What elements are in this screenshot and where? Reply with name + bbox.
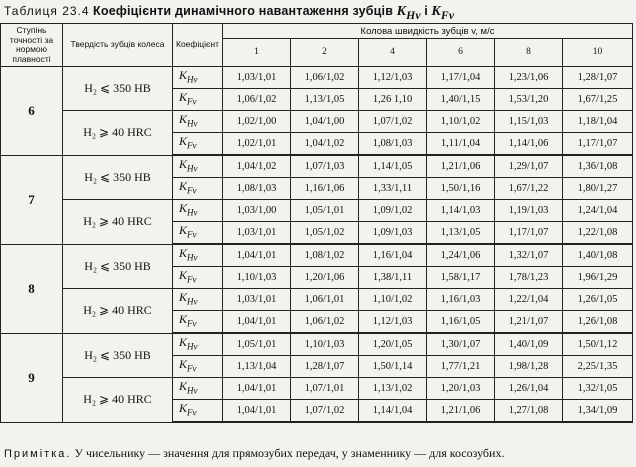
value-cell: 1,04/1,02 — [223, 155, 291, 178]
value-cell: 1,14/1,04 — [359, 400, 427, 423]
value-cell: 1,07/1,02 — [291, 400, 359, 423]
value-cell: 1,04/1,01 — [223, 400, 291, 423]
value-cell: 1,20/1,05 — [359, 333, 427, 356]
hardness-cell: H₂ ⩽ 350 HB — [63, 155, 173, 200]
value-cell: 1,02/1,01 — [223, 133, 291, 156]
value-cell: 1,05/1,01 — [223, 333, 291, 356]
coefficient-cell: $K_{Hv}$ — [173, 289, 223, 311]
value-cell: 1,14/1,03 — [427, 200, 495, 222]
value-cell: 1,67/1,22 — [495, 178, 563, 200]
coefficient-cell: $K_{Hv}$ — [173, 200, 223, 222]
value-cell: 1,28/1,07 — [563, 67, 633, 89]
value-cell: 1,96/1,29 — [563, 267, 633, 289]
header-speed-value: 6 — [427, 39, 495, 67]
value-cell: 1,06/1,02 — [291, 67, 359, 89]
value-cell: 1,10/1,03 — [223, 267, 291, 289]
title-symbol-kfv — [431, 4, 455, 22]
value-cell: 1,21/1,07 — [495, 311, 563, 334]
degree-cell: 8 — [1, 244, 63, 333]
value-cell: 1,22/1,08 — [563, 222, 633, 245]
value-cell: 1,30/1,07 — [427, 333, 495, 356]
value-cell: 1,77/1,21 — [427, 356, 495, 378]
value-cell: 1,13/1,05 — [291, 89, 359, 111]
value-cell: 1,07/1,01 — [291, 378, 359, 400]
degree-cell: 9 — [1, 333, 63, 422]
value-cell: 1,27/1,08 — [495, 400, 563, 423]
value-cell: 1,08/1,03 — [223, 178, 291, 200]
value-cell: 1,13/1,05 — [427, 222, 495, 245]
value-cell: 1,78/1,23 — [495, 267, 563, 289]
value-cell: 1,06/1,02 — [223, 89, 291, 111]
coefficient-cell: $K_{Fv}$ — [173, 356, 223, 378]
value-cell: 1,12/1,03 — [359, 67, 427, 89]
value-cell: 1,07/1,03 — [291, 155, 359, 178]
value-cell: 1,14/1,06 — [495, 133, 563, 156]
value-cell: 1,14/1,05 — [359, 155, 427, 178]
header-coefficient: Коефіцієнт — [173, 24, 223, 67]
value-cell: 1,04/1,00 — [291, 111, 359, 133]
value-cell: 1,16/1,06 — [291, 178, 359, 200]
table-row — [1, 200, 633, 222]
coefficient-cell: $K_{Fv}$ — [173, 267, 223, 289]
header-speed-value: 4 — [359, 39, 427, 67]
value-cell: 1,04/1,01 — [223, 378, 291, 400]
degree-cell: 6 — [1, 67, 63, 156]
value-cell: 1,12/1,03 — [359, 311, 427, 334]
coefficient-cell: $K_{Fv}$ — [173, 89, 223, 111]
value-cell: 1,40/1,09 — [495, 333, 563, 356]
value-cell: 1,23/1,06 — [495, 67, 563, 89]
title-symbol-khv-base: K — [396, 4, 407, 19]
value-cell: 1,24/1,06 — [427, 244, 495, 267]
value-cell: 1,16/1,04 — [359, 244, 427, 267]
value-cell: 1,15/1,03 — [495, 111, 563, 133]
value-cell: 1,26 1,10 — [359, 89, 427, 111]
value-cell: 1,03/1,01 — [223, 67, 291, 89]
value-cell: 1,03/1,01 — [223, 222, 291, 245]
hardness-cell: H₂ ⩽ 350 HB — [63, 244, 173, 289]
table-note — [4, 446, 504, 461]
table-row — [1, 111, 633, 133]
header-hardness: Твердість зубців колеса — [63, 24, 173, 67]
value-cell: 1,22/1,04 — [495, 289, 563, 311]
value-cell: 1,09/1,02 — [359, 200, 427, 222]
table-row — [1, 67, 633, 89]
header-speed-value: 8 — [495, 39, 563, 67]
hardness-cell: H₂ ⩾ 40 HRC — [63, 200, 173, 245]
value-cell: 1,32/1,07 — [495, 244, 563, 267]
coefficient-cell: $K_{Fv}$ — [173, 222, 223, 245]
value-cell: 1,24/1,04 — [563, 200, 633, 222]
value-cell: 1,32/1,05 — [563, 378, 633, 400]
value-cell: 1,80/1,27 — [563, 178, 633, 200]
value-cell: 1,07/1,02 — [359, 111, 427, 133]
value-cell: 1,05/1,01 — [291, 200, 359, 222]
coefficient-cell: $K_{Fv}$ — [173, 311, 223, 334]
value-cell: 1,38/1,11 — [359, 267, 427, 289]
degree-cell: 7 — [1, 155, 63, 244]
hardness-cell: H₂ ⩽ 350 HB — [63, 67, 173, 111]
value-cell: 1,08/1,03 — [359, 133, 427, 156]
coefficient-cell: $K_{Hv}$ — [173, 155, 223, 178]
value-cell: 1,03/1,01 — [223, 289, 291, 311]
value-cell: 1,10/1,02 — [359, 289, 427, 311]
value-cell: 1,10/1,02 — [427, 111, 495, 133]
value-cell: 1,33/1,11 — [359, 178, 427, 200]
hardness-cell: H₂ ⩾ 40 HRC — [63, 378, 173, 423]
coefficient-cell: $K_{Fv}$ — [173, 400, 223, 423]
coefficient-cell: $K_{Fv}$ — [173, 133, 223, 156]
value-cell: 1,50/1,12 — [563, 333, 633, 356]
value-cell: 1,16/1,03 — [427, 289, 495, 311]
value-cell: 1,26/1,08 — [563, 311, 633, 334]
value-cell: 1,13/1,02 — [359, 378, 427, 400]
coefficient-cell: $K_{Hv}$ — [173, 333, 223, 356]
value-cell: 1,10/1,03 — [291, 333, 359, 356]
value-cell: 1,26/1,05 — [563, 289, 633, 311]
table-title — [4, 3, 454, 22]
title-symbol-khv — [396, 4, 421, 22]
table-caption: Коефіцієнти динамічного навантаження зубців — [93, 4, 394, 18]
value-cell: 1,17/1,07 — [563, 133, 633, 156]
value-cell: 1,18/1,04 — [563, 111, 633, 133]
coefficients-table — [0, 23, 633, 423]
value-cell: 1,21/1,06 — [427, 400, 495, 423]
header-speed-value: 10 — [563, 39, 633, 67]
title-symbol-kfv-base: K — [431, 4, 441, 19]
value-cell: 1,21/1,06 — [427, 155, 495, 178]
table-number: Таблиця 23.4 — [4, 4, 90, 18]
title-connector: і — [424, 4, 428, 18]
title-symbol-khv-sub: Hv — [406, 8, 421, 22]
header-speed: Колова швидкість зубців v, м/с — [223, 24, 633, 39]
table-header — [1, 24, 633, 67]
value-cell: 1,50/1,16 — [427, 178, 495, 200]
value-cell: 1,67/1,25 — [563, 89, 633, 111]
value-cell: 1,05/1,02 — [291, 222, 359, 245]
value-cell: 1,04/1,01 — [223, 311, 291, 334]
value-cell: 1,29/1,07 — [495, 155, 563, 178]
value-cell: 1,26/1,04 — [495, 378, 563, 400]
header-degree: Ступінь точності за нормою плавності — [1, 24, 63, 67]
value-cell: 1,53/1,20 — [495, 89, 563, 111]
table-row — [1, 333, 633, 356]
table-row — [1, 244, 633, 267]
table-row — [1, 155, 633, 178]
coefficient-cell: $K_{Fv}$ — [173, 178, 223, 200]
value-cell: 1,06/1,02 — [291, 311, 359, 334]
value-cell: 1,08/1,02 — [291, 244, 359, 267]
value-cell: 1,19/1,03 — [495, 200, 563, 222]
value-cell: 1,20/1,03 — [427, 378, 495, 400]
coefficient-cell: $K_{Hv}$ — [173, 378, 223, 400]
value-cell: 1,16/1,05 — [427, 311, 495, 334]
value-cell: 1,06/1,01 — [291, 289, 359, 311]
value-cell: 1,98/1,28 — [495, 356, 563, 378]
header-speed-value: 1 — [223, 39, 291, 67]
value-cell: 1,04/1,02 — [291, 133, 359, 156]
coefficient-cell: $K_{Hv}$ — [173, 67, 223, 89]
value-cell: 1,17/1,07 — [495, 222, 563, 245]
value-cell: 1,50/1,14 — [359, 356, 427, 378]
value-cell: 1,09/1,03 — [359, 222, 427, 245]
hardness-cell: H₂ ⩾ 40 HRC — [63, 289, 173, 334]
table-row — [1, 378, 633, 400]
hardness-cell: H₂ ⩽ 350 HB — [63, 333, 173, 378]
title-symbol-kfv-sub: Fv — [440, 8, 455, 22]
value-cell: 1,13/1,04 — [223, 356, 291, 378]
coefficient-cell: $K_{Hv}$ — [173, 111, 223, 133]
value-cell: 1,11/1,04 — [427, 133, 495, 156]
note-label: Примітка. — [4, 448, 72, 460]
value-cell: 1,58/1,17 — [427, 267, 495, 289]
value-cell: 1,02/1,00 — [223, 111, 291, 133]
table-row — [1, 289, 633, 311]
value-cell: 1,40/1,15 — [427, 89, 495, 111]
header-speed-value: 2 — [291, 39, 359, 67]
value-cell: 1,28/1,07 — [291, 356, 359, 378]
table-body — [1, 67, 633, 423]
value-cell: 1,04/1,01 — [223, 244, 291, 267]
value-cell: 1,03/1,00 — [223, 200, 291, 222]
value-cell: 2,25/1,35 — [563, 356, 633, 378]
hardness-cell: H₂ ⩾ 40 HRC — [63, 111, 173, 156]
value-cell: 1,36/1,08 — [563, 155, 633, 178]
value-cell: 1,40/1,08 — [563, 244, 633, 267]
value-cell: 1,34/1,09 — [563, 400, 633, 423]
note-text: У чисельнику — значення для прямозубих передач, у знаменнику — для косозубих. — [74, 446, 505, 460]
value-cell: 1,17/1,04 — [427, 67, 495, 89]
coefficient-cell: $K_{Hv}$ — [173, 244, 223, 267]
value-cell: 1,20/1,06 — [291, 267, 359, 289]
